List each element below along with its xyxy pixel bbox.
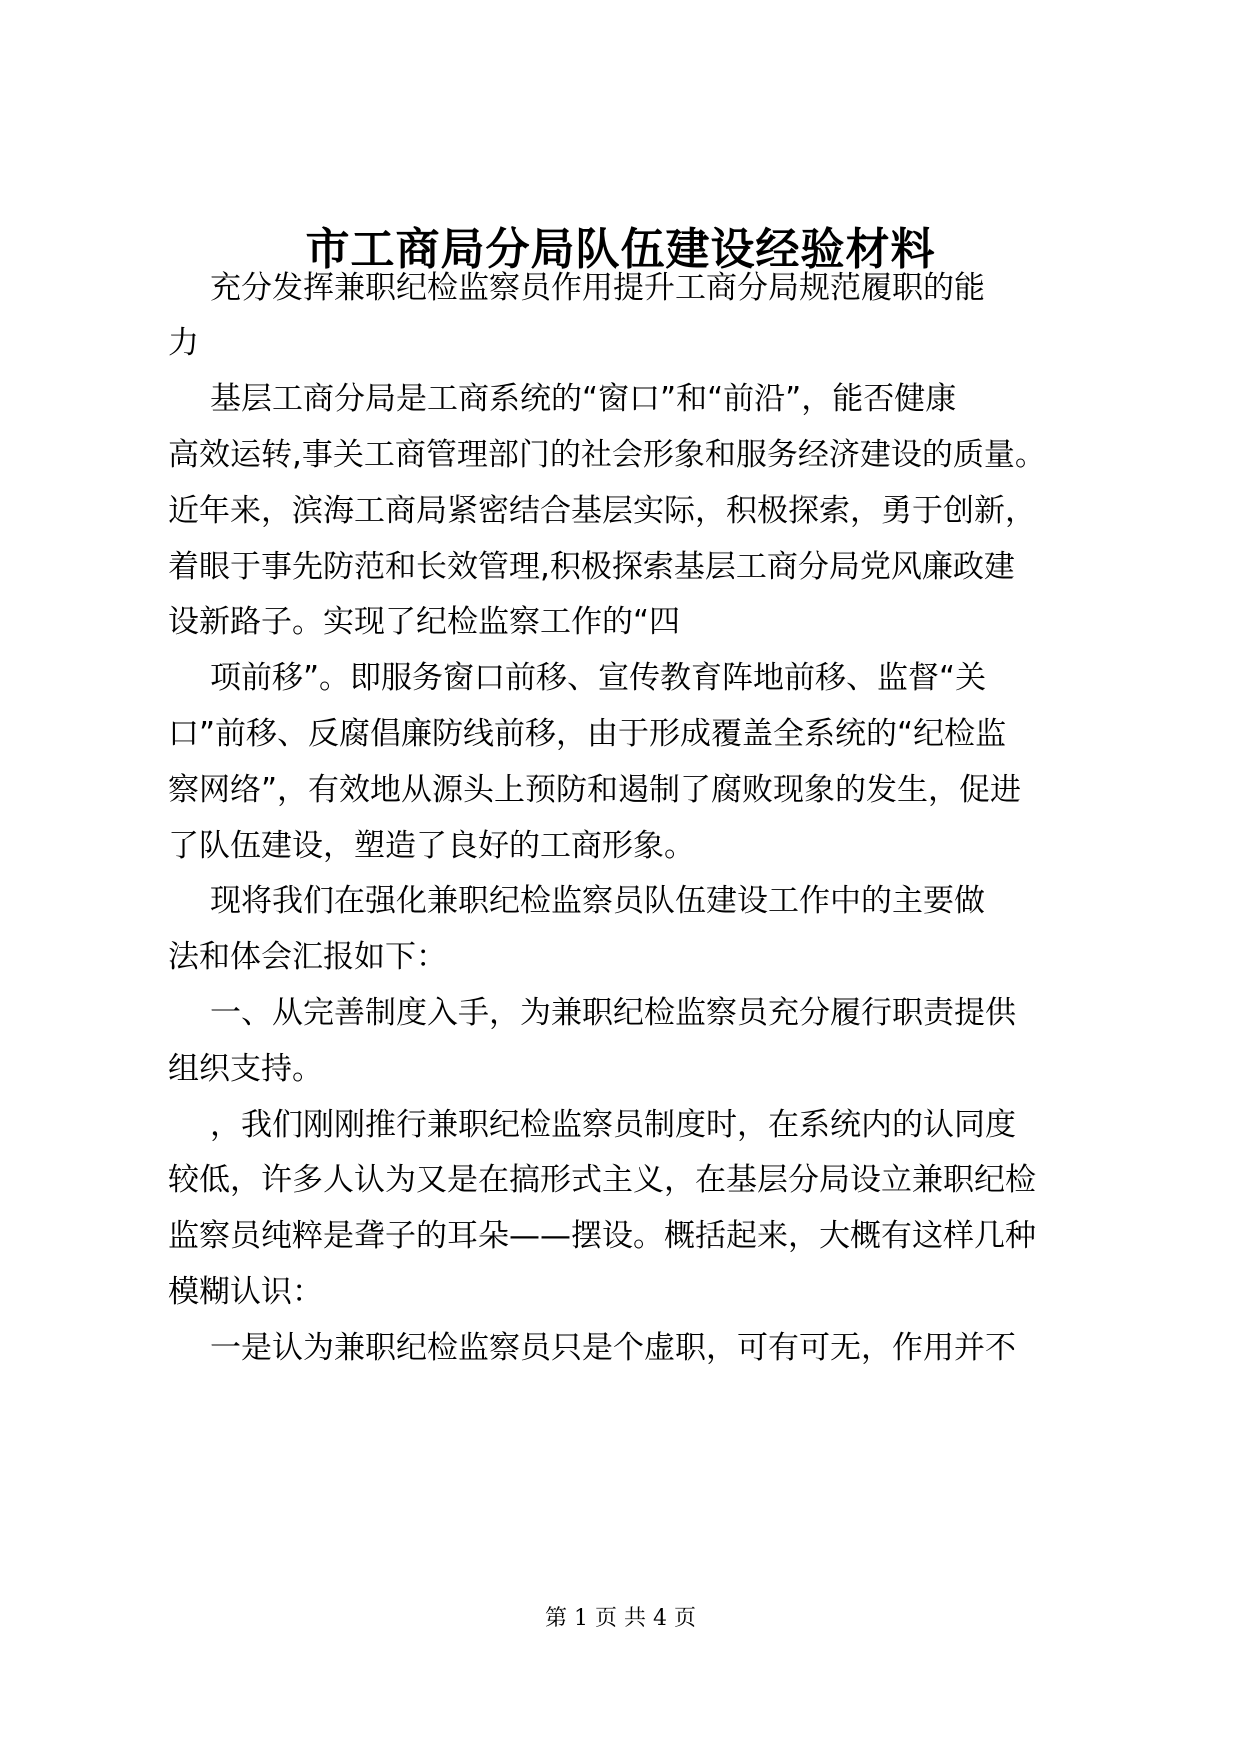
text-line: 近年来，滨海工商局紧密结合基层实际，积极探索，勇于创新， [168, 493, 1036, 529]
text-line: 监察员纯粹是聋子的耳朵——摆设。概括起来，大概有这样几种 [168, 1218, 1036, 1254]
text-line: 基层工商分局是工商系统的“窗口”和“前沿”，能否健康 [210, 381, 957, 417]
text-line: 力 [168, 325, 199, 361]
text-line: 一是认为兼职纪检监察员只是个虚职，可有可无，作用并不 [210, 1330, 1016, 1366]
text-line: 着眼于事先防范和长效管理,积极探索基层工商分局党风廉政建 [168, 549, 1015, 585]
text-line: 现将我们在强化兼职纪检监察员队伍建设工作中的主要做 [210, 883, 985, 919]
text-line: ，我们刚刚推行兼职纪检监察员制度时，在系统内的认同度 [210, 1107, 1016, 1143]
text-line: 充分发挥兼职纪检监察员作用提升工商分局规范履职的能 [210, 270, 985, 306]
text-line: 高效运转,事关工商管理部门的社会形象和服务经济建设的质量。 [168, 437, 1046, 473]
text-line: 了队伍建设，塑造了良好的工商形象。 [168, 828, 695, 864]
page-footer: 第 1 页 共 4 页 [545, 1606, 696, 1631]
text-line: 模糊认识： [168, 1274, 323, 1310]
text-line: 察网络”，有效地从源头上预防和遏制了腐败现象的发生，促进 [168, 772, 1022, 808]
text-line: 组织支持。 [168, 1051, 323, 1087]
text-line: 一、从完善制度入手，为兼职纪检监察员充分履行职责提供 [210, 995, 1016, 1031]
text-line: 设新路子。实现了纪检监察工作的“四 [168, 604, 681, 640]
text-line: 项前移”。即服务窗口前移、宣传教育阵地前移、监督“关 [210, 660, 987, 696]
document-title: 市工商局分局队伍建设经验材料 [305, 224, 936, 275]
text-line: 较低，许多人认为又是在搞形式主义，在基层分局设立兼职纪检 [168, 1162, 1036, 1198]
text-line: 口”前移、反腐倡廉防线前移，由于形成覆盖全系统的“纪检监 [168, 716, 1007, 752]
text-line: 法和体会汇报如下： [168, 939, 447, 975]
